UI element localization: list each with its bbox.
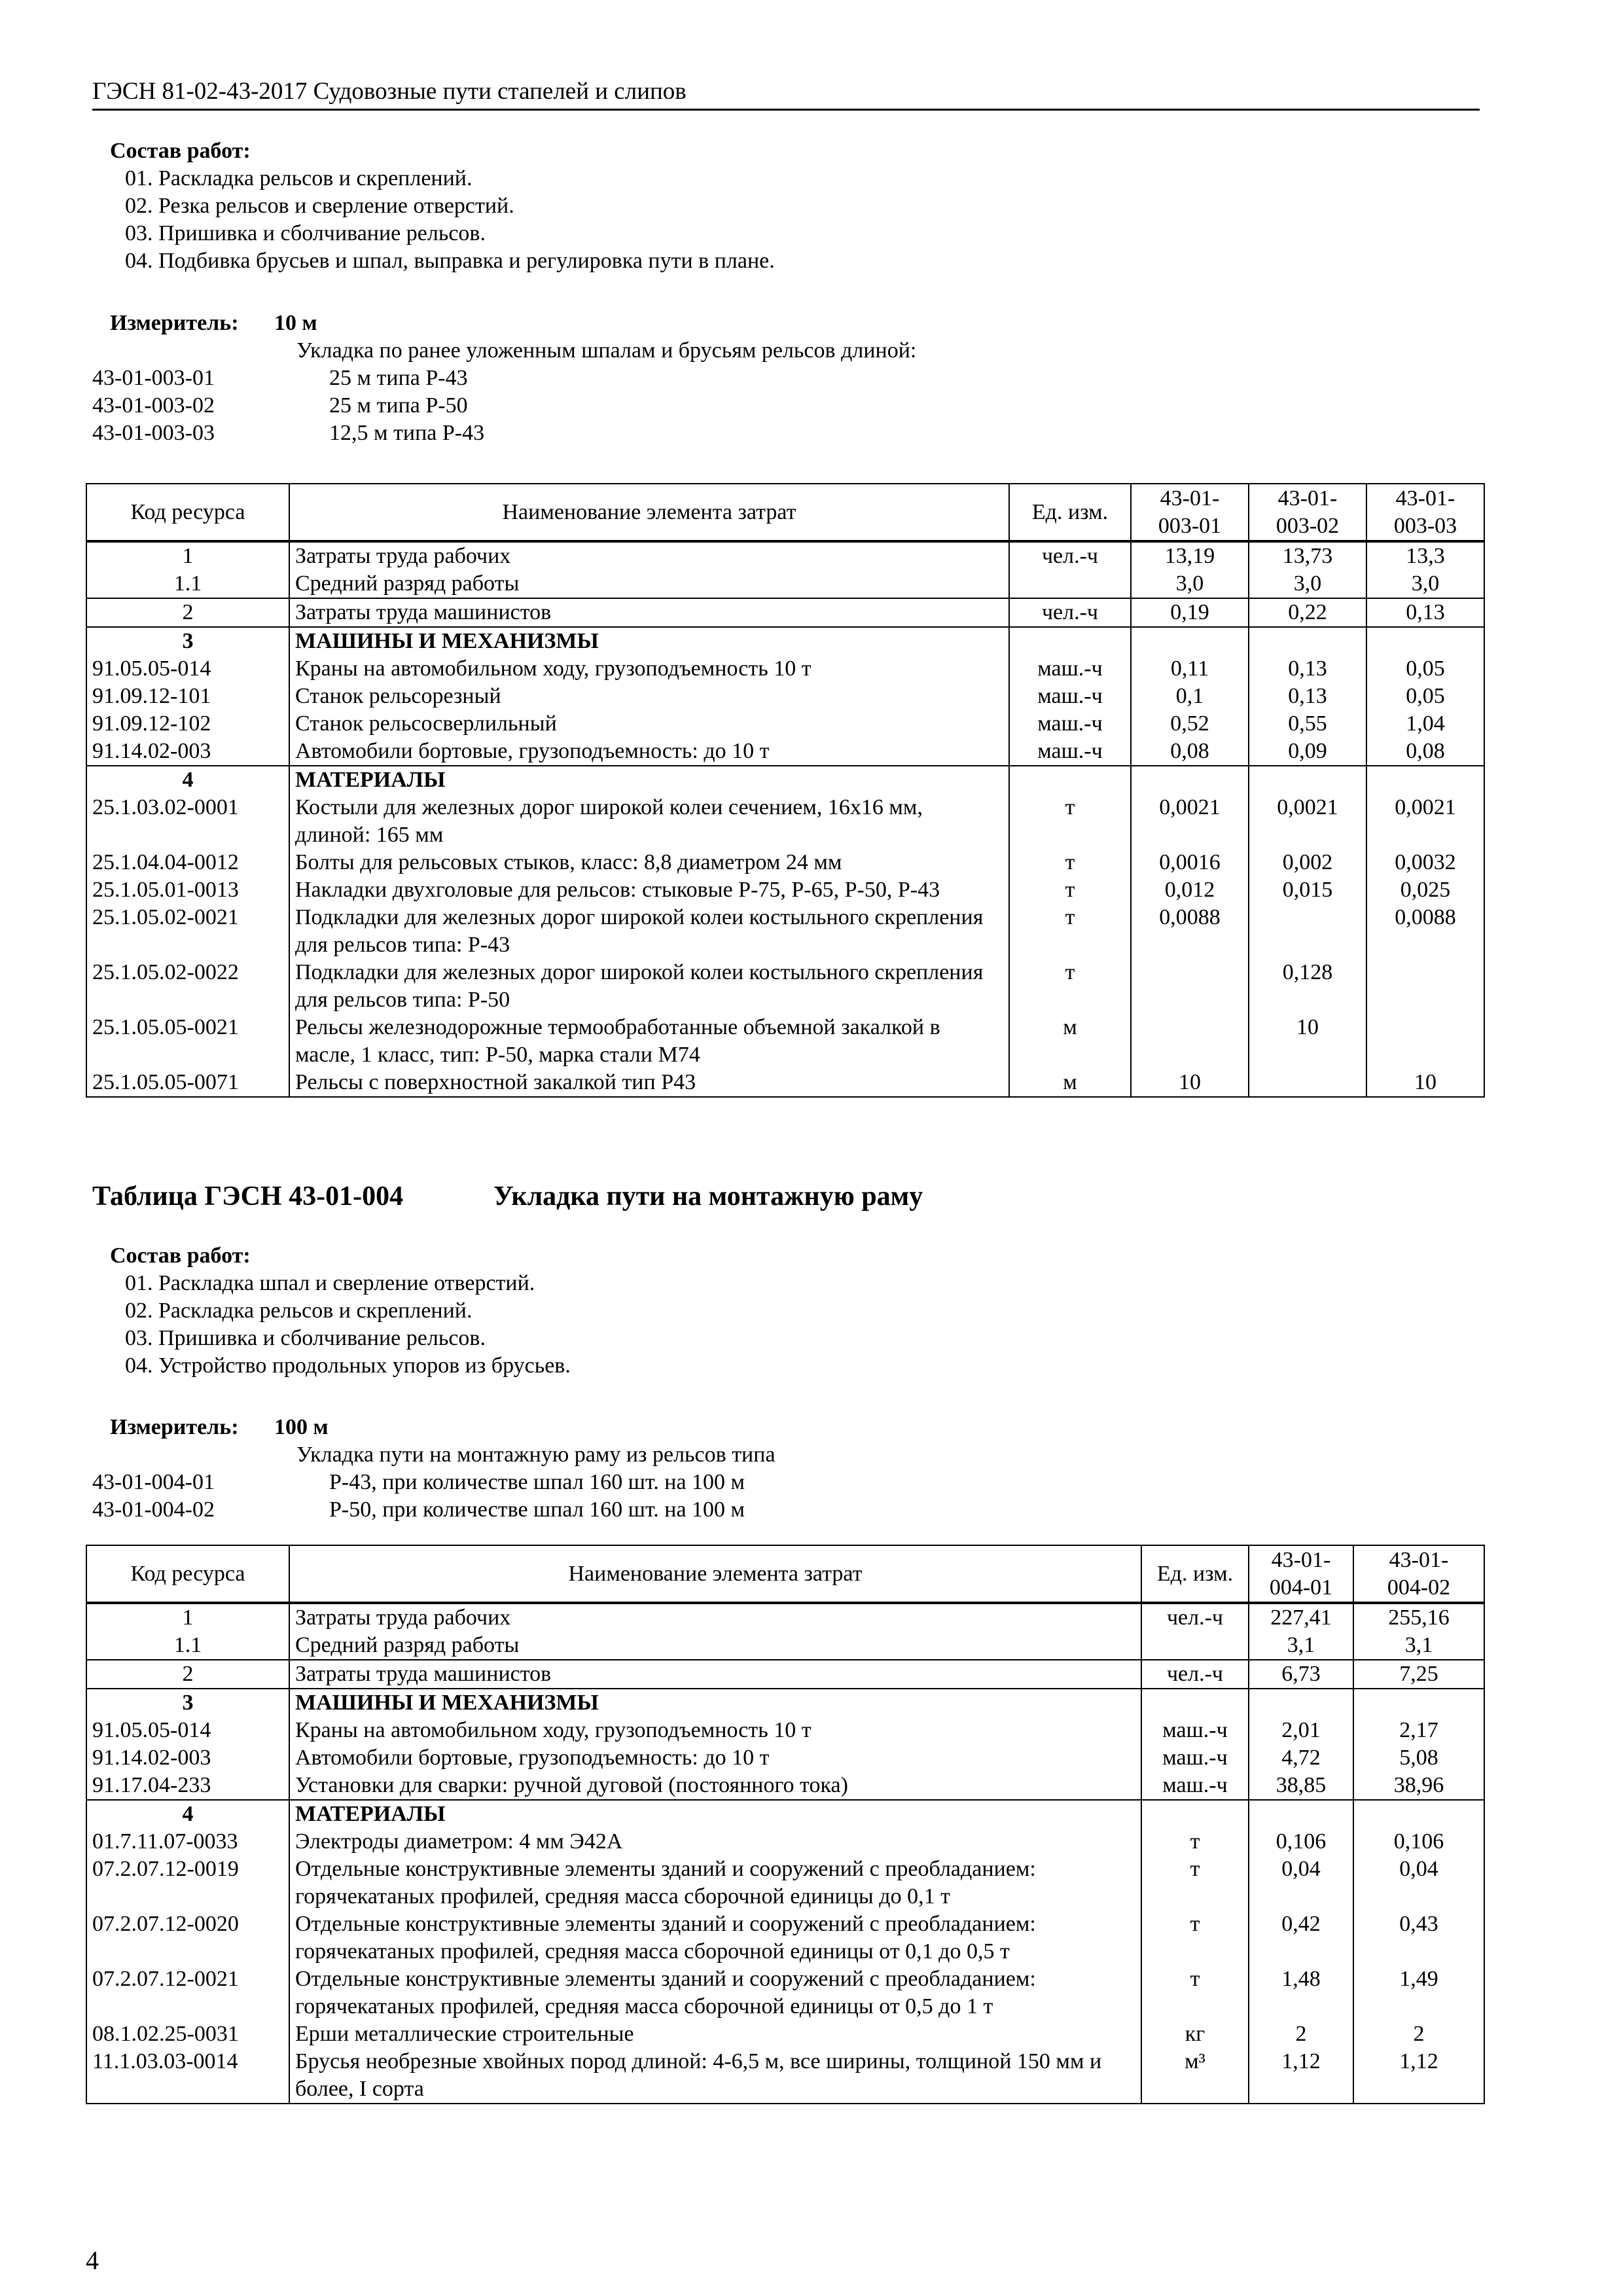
norm-code: 43-01-004-02	[92, 1498, 215, 1522]
header-col: 43-01- 004-02	[1353, 1545, 1484, 1603]
meter-description: Укладка пути на монтажную раму из рельсов типа	[296, 1443, 776, 1467]
header-col: 43-01- 003-01	[1131, 484, 1249, 541]
resource-value: 10	[1249, 1014, 1366, 1069]
resource-unit: т	[1141, 1856, 1249, 1910]
resource-value: 0,0021	[1131, 794, 1249, 849]
norm-code: 43-01-003-03	[92, 421, 215, 445]
resource-value: 0,04	[1353, 1856, 1484, 1910]
running-title: ГЭСН 81-02-43-2017 Судовозные пути стапелей и слипов	[92, 77, 1480, 111]
resource-name: Отдельные конструктивные элементы зданий и сооружений с преобладанием: горячекатаных профилей, средняя масса сборочной единицы до 0,1 т	[289, 1856, 1141, 1910]
resource-value: 2,01	[1249, 1717, 1353, 1744]
table-heading-2	[92, 1180, 923, 1213]
norm-code: 43-01-004-01	[92, 1470, 215, 1494]
resource-value: 2	[1249, 2020, 1353, 2048]
resource-code: 25.1.05.05-0021	[86, 1014, 289, 1069]
resource-unit: т	[1009, 849, 1131, 876]
resource-value	[1249, 904, 1366, 959]
resource-value	[1353, 1689, 1484, 1717]
resource-name: Затраты труда машинистов	[289, 598, 1009, 627]
resource-name: МАШИНЫ И МЕХАНИЗМЫ	[289, 627, 1009, 655]
resource-code: 08.1.02.25-0031	[86, 2020, 289, 2048]
resource-value: 38,96	[1353, 1772, 1484, 1800]
resource-name: Затраты труда рабочих	[289, 1603, 1141, 1632]
resource-name: Костыли для железных дорог широкой колеи сечением, 16х16 мм, длиной: 165 мм	[289, 794, 1009, 849]
resource-value: 0,025	[1366, 876, 1484, 904]
resource-unit	[1009, 766, 1131, 794]
resource-unit: маш.-ч	[1009, 655, 1131, 683]
resource-value: 3,0	[1366, 570, 1484, 598]
resource-unit: т	[1009, 904, 1131, 959]
resource-value	[1249, 1800, 1353, 1828]
norm-code-text: Р-50, при количестве шпал 160 шт. на 100 м	[329, 1498, 745, 1522]
resource-value: 0,1	[1131, 683, 1249, 710]
resource-row	[86, 1717, 1484, 1744]
resource-value: 0,128	[1249, 959, 1366, 1014]
resource-name: Средний разряд работы	[289, 570, 1009, 598]
resource-row	[86, 876, 1484, 904]
resource-row	[86, 1744, 1484, 1772]
resource-value: 6,73	[1249, 1660, 1353, 1689]
resource-code: 91.05.05-014	[86, 655, 289, 683]
work-item: 03. Пришивка и сболчивание рельсов.	[125, 221, 486, 245]
resource-unit	[1141, 1800, 1249, 1828]
resource-code: 1	[86, 541, 289, 570]
resource-value: 13,3	[1366, 541, 1484, 570]
resource-row	[86, 541, 1484, 570]
resource-value: 0,106	[1353, 1828, 1484, 1856]
resource-value: 0,0016	[1131, 849, 1249, 876]
work-item: 02. Раскладка рельсов и скреплений.	[125, 1299, 473, 1323]
norm-code-text: 25 м типа Р-43	[329, 366, 468, 390]
resource-code: 01.7.11.07-0033	[86, 1828, 289, 1856]
resource-value: 0,19	[1131, 598, 1249, 627]
resource-value	[1131, 627, 1249, 655]
resource-value: 1,12	[1249, 2048, 1353, 2104]
resource-unit: чел.-ч	[1009, 598, 1131, 627]
resource-value: 5,08	[1353, 1744, 1484, 1772]
norm-code-text: Р-43, при количестве шпал 160 шт. на 100 м	[329, 1470, 745, 1494]
resource-value: 3,1	[1353, 1632, 1484, 1660]
resource-row	[86, 1069, 1484, 1097]
resource-name: МАТЕРИАЛЫ	[289, 1800, 1141, 1828]
resource-row	[86, 1632, 1484, 1660]
resource-unit: чел.-ч	[1141, 1603, 1249, 1632]
resource-row	[86, 959, 1484, 1014]
resource-code: 11.1.03.03-0014	[86, 2048, 289, 2104]
resource-value: 0,0021	[1249, 794, 1366, 849]
resource-unit: т	[1009, 876, 1131, 904]
resource-value: 0,05	[1366, 655, 1484, 683]
resource-unit: т	[1141, 1910, 1249, 1965]
resource-code: 91.09.12-101	[86, 683, 289, 710]
norm-code-row	[92, 365, 1480, 392]
resource-row	[86, 849, 1484, 876]
resource-code: 25.1.05.01-0013	[86, 876, 289, 904]
resource-value: 3,0	[1249, 570, 1366, 598]
resource-code: 4	[86, 766, 289, 794]
resource-value: 0,002	[1249, 849, 1366, 876]
resource-code: 25.1.03.02-0001	[86, 794, 289, 849]
resource-value: 7,25	[1353, 1660, 1484, 1689]
resource-code: 25.1.05.02-0022	[86, 959, 289, 1014]
resource-code: 25.1.05.05-0071	[86, 1069, 289, 1097]
resource-code: 4	[86, 1800, 289, 1828]
header-name: Наименование элемента затрат	[289, 484, 1009, 541]
resource-name: Рельсы железнодорожные термообработанные объемной закалкой в масле, 1 класс, тип: Р-50, марка стали М74	[289, 1014, 1009, 1069]
resource-code: 3	[86, 627, 289, 655]
resource-unit: м³	[1141, 2048, 1249, 2104]
resource-name: Станок рельсорезный	[289, 683, 1009, 710]
resource-value	[1366, 959, 1484, 1014]
resource-code: 91.14.02-003	[86, 738, 289, 766]
resource-value	[1366, 1014, 1484, 1069]
work-item: 03. Пришивка и сболчивание рельсов.	[125, 1326, 486, 1350]
resource-unit	[1009, 627, 1131, 655]
resource-value: 13,19	[1131, 541, 1249, 570]
header-code: Код ресурса	[86, 1545, 289, 1603]
work-item: 02. Резка рельсов и сверление отверстий.	[125, 194, 514, 218]
resource-value	[1131, 766, 1249, 794]
resource-row	[86, 598, 1484, 627]
resource-name: Краны на автомобильном ходу, грузоподъемность 10 т	[289, 1717, 1141, 1744]
resource-value: 0,015	[1249, 876, 1366, 904]
resource-code: 07.2.07.12-0019	[86, 1856, 289, 1910]
resource-value: 0,13	[1249, 683, 1366, 710]
resource-value: 0,13	[1249, 655, 1366, 683]
header-col: 43-01- 003-02	[1249, 484, 1366, 541]
resource-unit: маш.-ч	[1009, 710, 1131, 738]
resource-row	[86, 738, 1484, 766]
resource-row	[86, 794, 1484, 849]
resource-value: 10	[1366, 1069, 1484, 1097]
resource-unit	[1141, 1632, 1249, 1660]
resource-unit: т	[1009, 959, 1131, 1014]
resource-unit: кг	[1141, 2020, 1249, 2048]
norm-code: 43-01-003-02	[92, 393, 215, 418]
resource-code: 25.1.04.04-0012	[86, 849, 289, 876]
resource-name: МАШИНЫ И МЕХАНИЗМЫ	[289, 1689, 1141, 1717]
resource-unit: маш.-ч	[1009, 683, 1131, 710]
resource-value: 1,04	[1366, 710, 1484, 738]
resource-value	[1366, 627, 1484, 655]
resource-unit: маш.-ч	[1141, 1772, 1249, 1800]
meter-label: Измеритель:	[110, 311, 239, 335]
resource-value: 0,012	[1131, 876, 1249, 904]
work-item: 04. Устройство продольных упоров из брусьев.	[125, 1354, 571, 1378]
resource-table-2	[86, 1545, 1485, 2104]
resource-unit: м	[1009, 1014, 1131, 1069]
resource-name: Краны на автомобильном ходу, грузоподъемность 10 т	[289, 655, 1009, 683]
work-composition-1	[92, 137, 1480, 275]
resource-code: 1	[86, 1603, 289, 1632]
norm-code-text: 12,5 м типа Р-43	[329, 421, 485, 445]
resource-row	[86, 710, 1484, 738]
resource-name: Подкладки для железных дорог широкой колеи костыльного скрепления для рельсов типа: Р-43	[289, 904, 1009, 959]
resource-unit: т	[1141, 1828, 1249, 1856]
norm-code-row	[92, 392, 1480, 420]
resource-value: 1,12	[1353, 2048, 1484, 2104]
resource-name: Затраты труда машинистов	[289, 1660, 1141, 1689]
resource-value	[1249, 627, 1366, 655]
resource-value	[1249, 766, 1366, 794]
section-row	[86, 766, 1484, 794]
section-row	[86, 1800, 1484, 1828]
resource-name: Рельсы с поверхностной закалкой тип Р43	[289, 1069, 1009, 1097]
resource-value: 4,72	[1249, 1744, 1353, 1772]
resource-row	[86, 570, 1484, 598]
meter-label: Измеритель:	[110, 1415, 239, 1439]
resource-value	[1353, 1800, 1484, 1828]
resource-value: 0,09	[1249, 738, 1366, 766]
resource-code: 3	[86, 1689, 289, 1717]
resource-name: Станок рельсосверлильный	[289, 710, 1009, 738]
resource-table-1	[86, 483, 1485, 1098]
header-code: Код ресурса	[86, 484, 289, 541]
resource-row	[86, 1910, 1484, 1965]
header-col: 43-01- 003-03	[1366, 484, 1484, 541]
resource-row	[86, 2020, 1484, 2048]
resource-value: 0,0088	[1131, 904, 1249, 959]
table-code: Таблица ГЭСН 43-01-004	[92, 1181, 404, 1211]
resource-name: Накладки двухголовые для рельсов: стыковые Р-75, Р-65, Р-50, Р-43	[289, 876, 1009, 904]
resource-value: 0,04	[1249, 1856, 1353, 1910]
resource-code: 07.2.07.12-0020	[86, 1910, 289, 1965]
resource-value: 0,11	[1131, 655, 1249, 683]
resource-value: 0,08	[1366, 738, 1484, 766]
resource-row	[86, 1014, 1484, 1069]
resource-unit: т	[1009, 794, 1131, 849]
resource-row	[86, 1965, 1484, 2020]
resource-name: Подкладки для железных дорог широкой колеи костыльного скрепления для рельсов типа: Р-50	[289, 959, 1009, 1014]
resource-name: Болты для рельсовых стыков, класс: 8,8 диаметром 24 мм	[289, 849, 1009, 876]
resource-unit: чел.-ч	[1009, 541, 1131, 570]
resource-value: 0,0032	[1366, 849, 1484, 876]
resource-value: 0,106	[1249, 1828, 1353, 1856]
resource-value: 2,17	[1353, 1717, 1484, 1744]
resource-name: Затраты труда рабочих	[289, 541, 1009, 570]
resource-unit: маш.-ч	[1009, 738, 1131, 766]
resource-code: 1.1	[86, 1632, 289, 1660]
resource-value: 1,48	[1249, 1965, 1353, 2020]
work-composition-2	[92, 1242, 1480, 1380]
header-name: Наименование элемента затрат	[289, 1545, 1141, 1603]
resource-value: 0,43	[1353, 1910, 1484, 1965]
norm-code: 43-01-003-01	[92, 366, 215, 390]
norm-code-row	[92, 1469, 1480, 1496]
resource-name: Отдельные конструктивные элементы зданий и сооружений с преобладанием: горячекатаных профилей, средняя масса сборочной единицы от 0,5 до 1 т	[289, 1965, 1141, 2020]
resource-value	[1131, 959, 1249, 1014]
section-row	[86, 1689, 1484, 1717]
resource-code: 1.1	[86, 570, 289, 598]
resource-value: 227,41	[1249, 1603, 1353, 1632]
resource-code: 91.14.02-003	[86, 1744, 289, 1772]
resource-name: Ерши металлические строительные	[289, 2020, 1141, 2048]
resource-code: 2	[86, 1660, 289, 1689]
resource-value: 0,05	[1366, 683, 1484, 710]
resource-value	[1131, 1014, 1249, 1069]
resource-unit	[1141, 1689, 1249, 1717]
resource-value: 0,0021	[1366, 794, 1484, 849]
resource-value: 3,0	[1131, 570, 1249, 598]
resource-value: 0,08	[1131, 738, 1249, 766]
norm-code-row	[92, 420, 1480, 447]
resource-code: 91.09.12-102	[86, 710, 289, 738]
resource-row	[86, 2048, 1484, 2104]
resource-name: Электроды диаметром: 4 мм Э42А	[289, 1828, 1141, 1856]
table-title: Укладка пути на монтажную раму	[493, 1181, 923, 1211]
resource-value: 0,13	[1366, 598, 1484, 627]
resource-value: 1,49	[1353, 1965, 1484, 2020]
norm-code-text: 25 м типа Р-50	[329, 393, 468, 418]
section-row	[86, 627, 1484, 655]
resource-value: 0,22	[1249, 598, 1366, 627]
resource-code: 2	[86, 598, 289, 627]
resource-value: 0,52	[1131, 710, 1249, 738]
resource-code: 25.1.05.02-0021	[86, 904, 289, 959]
resource-name: Автомобили бортовые, грузоподъемность: до 10 т	[289, 1744, 1141, 1772]
meter-description: Укладка по ранее уложенным шпалам и брусьям рельсов длиной:	[296, 338, 917, 363]
norm-code-row	[92, 1496, 1480, 1524]
resource-value: 0,42	[1249, 1910, 1353, 1965]
resource-value: 0,0088	[1366, 904, 1484, 959]
resource-row	[86, 1772, 1484, 1800]
resource-unit: маш.-ч	[1141, 1717, 1249, 1744]
resource-row	[86, 1660, 1484, 1689]
work-item: 01. Раскладка рельсов и скреплений.	[125, 166, 473, 190]
resource-unit: м	[1009, 1069, 1131, 1097]
work-item: 04. Подбивка брусьев и шпал, выправка и регулировка пути в плане.	[125, 249, 775, 273]
resource-unit: чел.-ч	[1141, 1660, 1249, 1689]
resource-row	[86, 1603, 1484, 1632]
resource-unit: маш.-ч	[1141, 1744, 1249, 1772]
resource-value: 38,85	[1249, 1772, 1353, 1800]
resource-value: 0,55	[1249, 710, 1366, 738]
header-unit: Ед. изм.	[1009, 484, 1131, 541]
meter-block-1	[92, 310, 1480, 447]
resource-value	[1366, 766, 1484, 794]
page-number: 4	[86, 2246, 99, 2275]
resource-value: 2	[1353, 2020, 1484, 2048]
meter-value: 10 м	[274, 311, 317, 335]
resource-row	[86, 1828, 1484, 1856]
resource-row	[86, 683, 1484, 710]
resource-row	[86, 1856, 1484, 1910]
resource-value: 3,1	[1249, 1632, 1353, 1660]
header-col: 43-01- 004-01	[1249, 1545, 1353, 1603]
resource-unit: т	[1141, 1965, 1249, 2020]
resource-name: Брусья необрезные хвойных пород длиной: 4-6,5 м, все ширины, толщиной 150 мм и более, I сорта	[289, 2048, 1141, 2104]
resource-code: 07.2.07.12-0021	[86, 1965, 289, 2020]
work-composition-title: Состав работ:	[110, 139, 251, 163]
resource-name: Средний разряд работы	[289, 1632, 1141, 1660]
resource-value	[1249, 1069, 1366, 1097]
resource-unit	[1009, 570, 1131, 598]
resource-row	[86, 904, 1484, 959]
resource-name: Автомобили бортовые, грузоподъемность: до 10 т	[289, 738, 1009, 766]
resource-code: 91.05.05-014	[86, 1717, 289, 1744]
resource-name: Установки для сварки: ручной дуговой (постоянного тока)	[289, 1772, 1141, 1800]
work-item: 01. Раскладка шпал и сверление отверстий.	[125, 1271, 535, 1295]
resource-value: 10	[1131, 1069, 1249, 1097]
work-composition-title: Состав работ:	[110, 1244, 251, 1268]
resource-name: Отдельные конструктивные элементы зданий и сооружений с преобладанием: горячекатаных профилей, средняя масса сборочной единицы от 0,1 до 0,5 т	[289, 1910, 1141, 1965]
resource-name: МАТЕРИАЛЫ	[289, 766, 1009, 794]
meter-block-2	[92, 1414, 1480, 1524]
header-unit: Ед. изм.	[1141, 1545, 1249, 1603]
resource-code: 91.17.04-233	[86, 1772, 289, 1800]
resource-value: 13,73	[1249, 541, 1366, 570]
resource-value	[1249, 1689, 1353, 1717]
resource-row	[86, 655, 1484, 683]
resource-value: 255,16	[1353, 1603, 1484, 1632]
meter-value: 100 м	[274, 1415, 329, 1439]
